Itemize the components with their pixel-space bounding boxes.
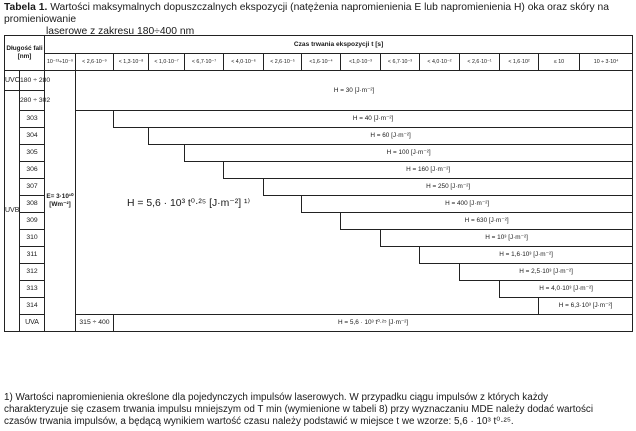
time-column-header: < 1,6·10² [500,54,539,71]
blank-cell [76,145,185,162]
exposure-limits-table [4,35,633,332]
footnote [4,392,632,428]
value-309: H = 630 [J·m⁻²] [341,213,633,230]
blank-cell [76,281,500,298]
time-column-header: <1,6·10⁻⁴ [302,54,341,71]
header-duration: Czas trwania ekspozycji t [s] [45,36,633,54]
blank-cell [76,230,381,247]
blank-cell [76,264,460,281]
blank-cell [76,213,341,230]
caption-text-line2: laserowe z zakresu 180÷400 nm [46,26,195,37]
time-column-header: < 2,6·10⁻⁹ [76,54,114,71]
time-column-header: < 1,3·10⁻⁸ [114,54,149,71]
blank-cell [76,179,264,196]
value-315-400: H = 5,6 · 10³ t⁰·²⁵ [J·m⁻²] [114,315,633,332]
value-306: H = 160 [J·m⁻²] [224,162,633,179]
time-column-header: 10⁻¹³÷10⁻⁹ [45,54,76,71]
wavelength-303: 303 [20,111,45,128]
wavelength-180-280: 180 ÷ 280 [20,71,45,91]
value-305: H = 100 [J·m⁻²] [185,145,633,162]
value-304: H = 60 [J·m⁻²] [149,128,633,145]
wavelength-314: 314 [20,298,45,315]
time-column-header: < 4,0·10⁻⁶ [224,54,264,71]
wavelength-305: 305 [20,145,45,162]
caption-label: Tabela 1. [4,2,48,13]
band-uvb: UVB [5,91,20,332]
time-column-header: 10 ÷ 3·10⁴ [580,54,633,71]
footnote-line1: 1) Wartości napromienienia określone dla pojedynczych impulsów laserowych. W przypadku ciągu impulsów z których każdy [4,392,549,403]
wavelength-315-400: 315 ÷ 400 [76,315,114,332]
footnote-line3: czasów trwania impulsów, a będącą wynikiem wartość czasu należy podstawić w miejsce t we wzorze: 5,6 · 10³ t⁰·²⁵. [4,416,514,427]
blank-cell [76,162,224,179]
time-column-header: <1,0·10⁻³ [341,54,381,71]
value-303: H = 40 [J·m⁻²] [114,111,633,128]
value-308: H = 400 [J·m⁻²] [302,196,633,213]
wavelength-308: 308 [20,196,45,213]
wavelength-280-302: 280 ÷ 302 [20,91,45,111]
time-column-header: < 1,0·10⁻⁷ [149,54,185,71]
value-314: H = 6,3·10³ [J·m⁻²] [539,298,633,315]
blank-cell [76,298,539,315]
time-column-header: < 2,6·10⁻¹ [460,54,500,71]
value-312: H = 2,5·10³ [J·m⁻²] [460,264,633,281]
caption-text-line1: Wartości maksymalnych dopuszczalnych ekspozycji (natężenia napromienienia E lub napromienienia H) oka oraz skóry na promieniowanie [4,2,609,25]
blank-cell [76,128,149,145]
wavelength-311: 311 [20,247,45,264]
time-column-header: < 6,7·10⁻⁷ [185,54,224,71]
header-wavelength: Długość fali [nm] [5,36,45,71]
footnote-line2: charakteryzuje się czasem trwania impulsu mniejszym od T min (wymienione w tabeli 8) przy wyznaczaniu MDE należy dodać wartości [4,404,594,415]
big-formula: H = 5,6 · 10³ t⁰·²⁵ [J·m⁻²] ¹⁾ [76,196,302,213]
band-uvc: UVC [5,71,20,91]
time-column-header: < 2,6·10⁻⁵ [264,54,302,71]
time-column-header: < 6,7·10⁻³ [381,54,420,71]
wavelength-307: 307 [20,179,45,196]
value-h30: H = 30 [J·m⁻²] [76,71,633,111]
value-307: H = 250 [J·m⁻²] [264,179,633,196]
blank-cell [76,111,114,128]
blank-cell [76,247,420,264]
wavelength-312: 312 [20,264,45,281]
wavelength-313: 313 [20,281,45,298]
time-column-header: < 4,0·10⁻² [420,54,460,71]
value-313: H = 4,0·10³ [J·m⁻²] [500,281,633,298]
e-limit-cell: E= 3·10¹⁰ [Wm⁻²] [45,71,76,332]
wavelength-304: 304 [20,128,45,145]
value-311: H = 1,6·10³ [J·m⁻²] [420,247,633,264]
wavelength-309: 309 [20,213,45,230]
time-column-header: ≤ 10 [539,54,580,71]
wavelength-306: 306 [20,162,45,179]
band-uva: UVA [20,315,45,332]
value-310: H = 10³ [J·m⁻²] [381,230,633,247]
wavelength-310: 310 [20,230,45,247]
table-caption [4,2,632,38]
